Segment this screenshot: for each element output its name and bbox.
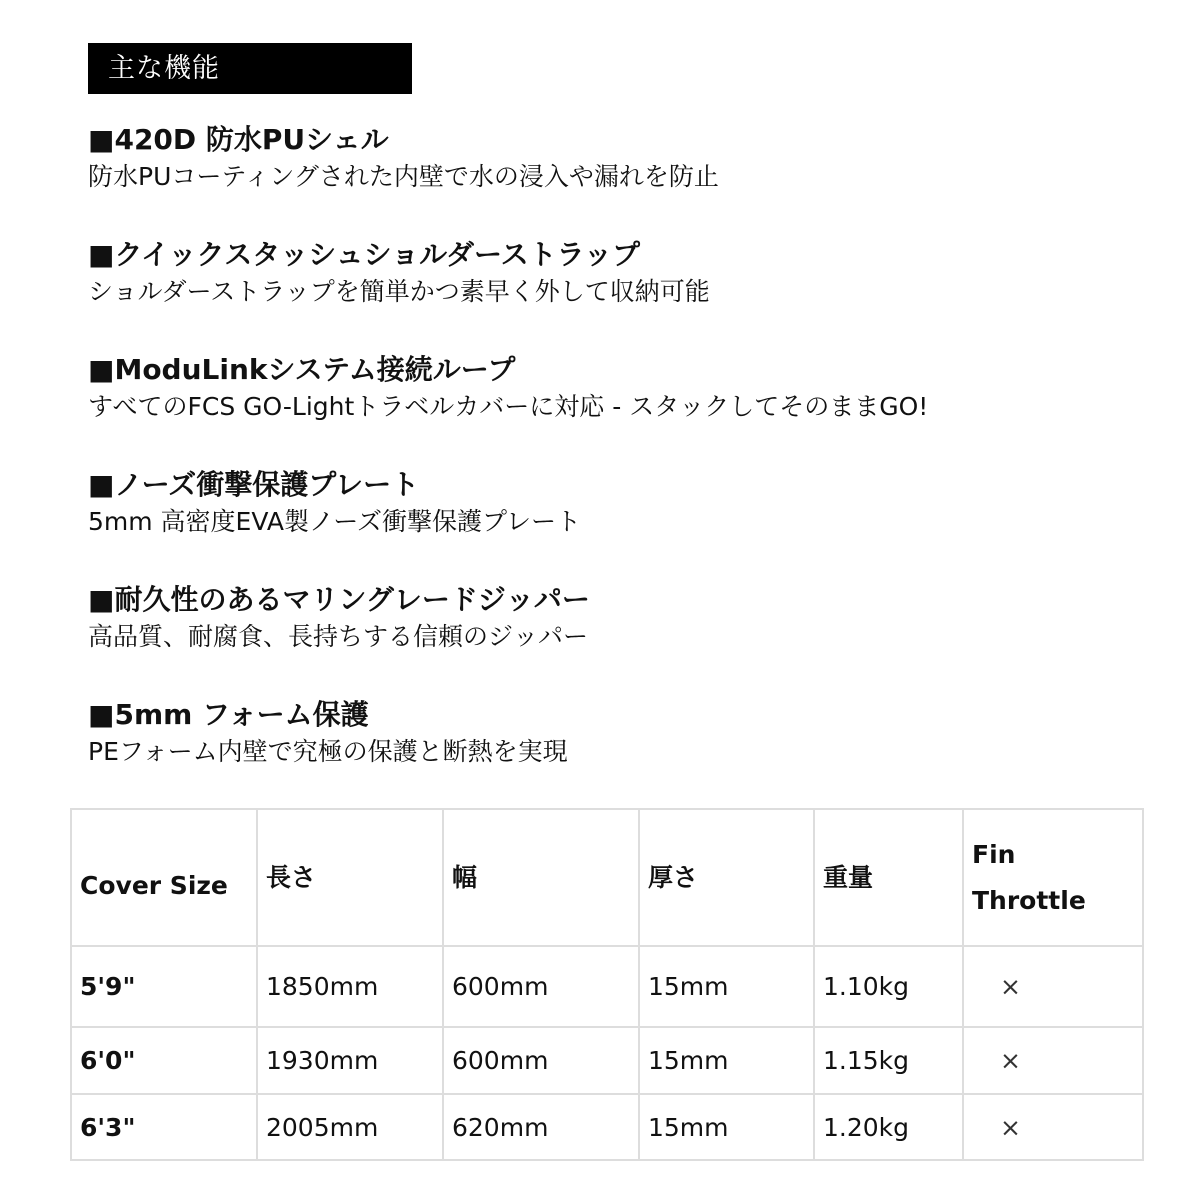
- feature-description: 高品質、耐腐食、長持ちする信頼のジッパー: [88, 622, 589, 651]
- cell-size: 6'3": [71, 1094, 257, 1160]
- cell-width: 600mm: [443, 1027, 639, 1094]
- cell-thickness: 15mm: [639, 946, 814, 1027]
- feature-item: [88, 581, 1168, 696]
- feature-title: ■ModuLinkシステム接続ループ: [88, 353, 516, 386]
- table-row: [71, 946, 1143, 1027]
- feature-description: 5mm 高密度EVA製ノーズ衝撃保護プレート: [88, 507, 581, 536]
- feature-list: [88, 121, 1168, 811]
- header-weight: 重量: [814, 809, 963, 946]
- cell-weight: 1.10kg: [814, 946, 963, 1027]
- cell-length: 1850mm: [257, 946, 443, 1027]
- cell-width: 600mm: [443, 946, 639, 1027]
- feature-title: ■耐久性のあるマリングレードジッパー: [88, 583, 590, 616]
- cell-size: 5'9": [71, 946, 257, 1027]
- cell-weight: 1.20kg: [814, 1094, 963, 1160]
- cell-fin-throttle: ×: [963, 946, 1143, 1027]
- feature-description: ショルダーストラップを簡単かつ素早く外して収納可能: [88, 277, 710, 306]
- cell-size: 6'0": [71, 1027, 257, 1094]
- feature-description: すべてのFCS GO-Lightトラベルカバーに対応 - スタックしてそのままGO!: [88, 392, 929, 421]
- cell-length: 1930mm: [257, 1027, 443, 1094]
- cell-thickness: 15mm: [639, 1094, 814, 1160]
- feature-item: [88, 466, 1168, 581]
- header-fin-throttle: [963, 809, 1143, 946]
- table-row: [71, 1094, 1143, 1160]
- feature-item: [88, 121, 1168, 236]
- table-row: [71, 1027, 1143, 1094]
- table-header-row: [71, 809, 1143, 946]
- cell-fin-throttle: ×: [963, 1027, 1143, 1094]
- feature-title: ■5mm フォーム保護: [88, 698, 369, 731]
- feature-item: [88, 696, 1168, 811]
- header-fin-throttle-line2: Throttle: [972, 885, 1086, 915]
- header-cover-size: Cover Size: [71, 809, 257, 946]
- section-header: 主な機能: [88, 43, 412, 94]
- header-length: 長さ: [257, 809, 443, 946]
- feature-title: ■420D 防水PUシェル: [88, 123, 389, 156]
- feature-description: PEフォーム内壁で究極の保護と断熱を実現: [88, 737, 568, 766]
- header-thickness: 厚さ: [639, 809, 814, 946]
- cell-thickness: 15mm: [639, 1027, 814, 1094]
- feature-title: ■ノーズ衝撃保護プレート: [88, 468, 420, 501]
- cell-fin-throttle: ×: [963, 1094, 1143, 1160]
- header-width: 幅: [443, 809, 639, 946]
- cell-length: 2005mm: [257, 1094, 443, 1160]
- header-fin-throttle-line1: Fin: [972, 839, 1016, 869]
- feature-description: 防水PUコーティングされた内壁で水の浸入や漏れを防止: [88, 162, 719, 191]
- feature-title: ■クイックスタッシュショルダーストラップ: [88, 238, 641, 271]
- cell-weight: 1.15kg: [814, 1027, 963, 1094]
- cell-width: 620mm: [443, 1094, 639, 1160]
- feature-item: [88, 351, 1168, 466]
- feature-item: [88, 236, 1168, 351]
- spec-table: [70, 808, 1144, 1161]
